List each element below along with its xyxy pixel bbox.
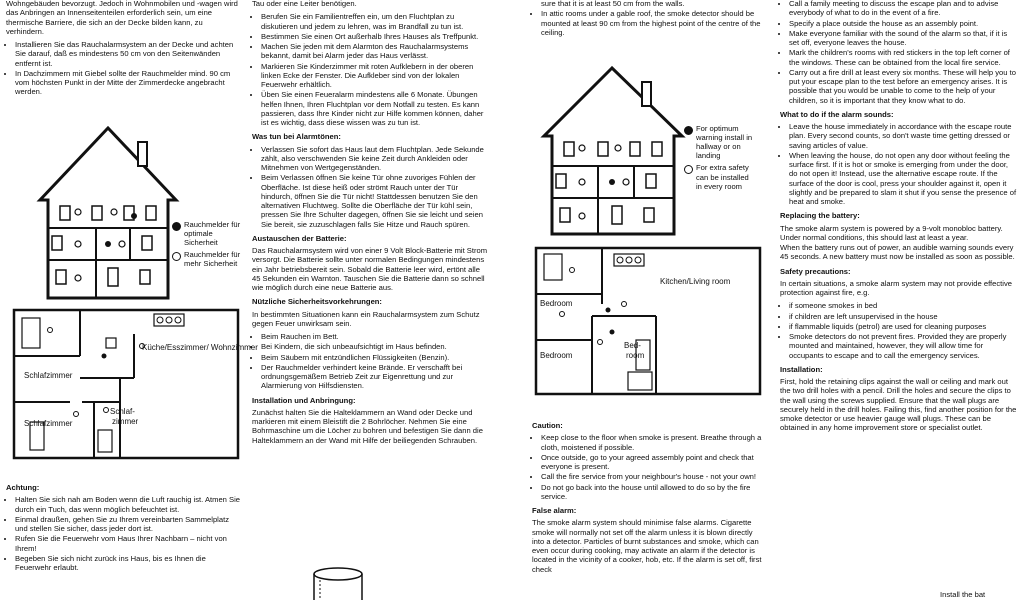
paragraph: In bestimmten Situationen kann ein Rauchalarmsystem zum Schutz gegen Feuer unwirksam sein. [252, 309, 480, 328]
legend-item-extra [172, 250, 242, 268]
open-dot-icon [172, 252, 181, 261]
bottom-note: Install the bat [940, 590, 986, 599]
house-diagram [38, 120, 178, 306]
room-label: Schlafzimmer [24, 371, 73, 380]
list-item: • Machen Sie jeden mit dem Alarmton des Rauchalarmsystems bekannt, damit bei Alarm jeder das Haus verlässt. [261, 42, 490, 61]
list-item: • In Dachzimmern mit Giebel sollte der Rauchmelder mind. 90 cm vom höchsten Punkt in der Mitte der Zimmerdecke angebracht werden. [15, 69, 242, 97]
bullet-list [532, 0, 764, 37]
paragraph: First, hold the retaining clips against the wall or ceiling and mark out the two drill holes with a pencil. Drill the holes and secure the clips to the wall using the screws supplied. Ensure that the wall plugs are securely held in the drill holes. Failing this, find another position for the smoke detector or use heavier gauge wall plugs. These can be obtained in any home improvement store or specialist outlet. [780, 377, 1017, 433]
section-heading: Was tun bei Alarmtönen: [252, 132, 341, 142]
column-english-right [780, 0, 1018, 600]
paragraph: Wohngebäuden bevorzugt. Jedoch in Wohnmobilen und -wagen wird das Anbringen an Innenseitenteilen erforderlich sein, um eine thermische Barriere, die sich an der Decke bilden kann, zu verhindern. [6, 0, 238, 36]
list-item: • Specify a place outside the house as an assembly point. [789, 19, 1018, 28]
list-item: • Call the fire service from your neighbour's house - not your own! [541, 472, 764, 481]
house-diagram [538, 62, 690, 242]
legend-item-extra [684, 163, 754, 190]
list-item: • Installieren Sie das Rauchalarmsystem an der Decke und achten Sie darauf, daß es mindestens 50 cm von den Seitenwänden entfernt ist. [15, 40, 242, 68]
bullet-list [252, 332, 490, 391]
room-label: room [626, 351, 645, 360]
bullet-list [532, 433, 764, 501]
paragraph: The smoke alarm system should minimise false alarms. Cigarette smoke will normally not set off the alarm unless it is blown directly into a detector. Particles of burnt substances and smoke, which can even occur during cooking, may activate an alarm if the detector is located in the vicinity of a cooker, hob, etc. If the alarm is set off, first check [532, 518, 762, 574]
room-label: Küche/Esszimmer/ Wohnzimmer [142, 343, 258, 352]
section-heading: Nützliche Sicherheitsvorkehrungen: [252, 297, 382, 307]
list-item: • if flammable liquids (petrol) are used for cleaning purposes [789, 322, 1018, 331]
list-item: • if someone smokes in bed [789, 301, 1018, 310]
list-item: • Call a family meeting to discuss the escape plan and to advise everybody of what to do in the event of a fire. [789, 0, 1018, 18]
list-item: • if children are left unsupervised in the house [789, 312, 1018, 321]
room-label: Bed- [624, 341, 641, 350]
room-label: Bedroom [540, 351, 573, 360]
section-heading: Installation und Anbringung: [252, 395, 356, 405]
list-item: sure that it is at least 50 cm from the walls. [541, 0, 685, 8]
bullet-list [6, 495, 242, 572]
floor-plan [10, 306, 258, 462]
list-item: • Carry out a fire drill at least every six months. These will help you to put your escape plan to the test before an emergency arises. It is possible that you would be unable to come to the help of your children, so it is important that they know what to do. [789, 68, 1018, 105]
smoke-detector-illustration [308, 566, 368, 600]
list-item: • Rufen Sie die Feuerwehr vom Haus Ihrer Nachbarn – nicht von Ihrem! [15, 534, 242, 553]
legend-label: For optimum warning install in hallway or on landing [696, 124, 753, 161]
room-label: Bedroom [540, 299, 573, 308]
list-item: • Beim Verlassen öffnen Sie keine Tür ohne zuvoriges Fühlen der Oberfläche. Ist diese heiß oder strömt Rauch unter der Tür hindurch, öffnen Sie die Tür nicht! Stattdessen benutzen Sie den alternativen Fluchtweg. Sollte die Oberfläche der Tür kühl sein, pressen Sie Ihre Schulter dagegen, öffnen Sie sie leicht und seien Sie bereit, sie zuzuschlagen falls Sie Hitze und Rauch spüren. [261, 173, 490, 229]
legend-item-optimal [684, 124, 754, 160]
paragraph: When the battery runs out of power, an audible warning sounds every 45 seconds. A new battery must now be installed as soon as possible. [780, 243, 1015, 262]
section-heading: What to do if the alarm sounds: [780, 109, 894, 119]
list-item: • Berufen Sie ein Familientreffen ein, um den Fluchtplan zu diskutieren und jedem zu lehren, was im Brandfall zu tun ist. [261, 12, 490, 31]
legend-label: Rauchmelder für mehr Sicherheit [184, 250, 241, 269]
paragraph: Tau oder eine Leiter benötigen. [252, 0, 357, 8]
list-item: • Bestimmen Sie einen Ort außerhalb Ihres Hauses als Treffpunkt. [261, 32, 490, 41]
legend [172, 220, 242, 272]
list-item: • Verlassen Sie sofort das Haus laut dem Fluchtplan. Jede Sekunde zählt, also verschwenden Sie keine Zeit durch Ankleiden oder Mitnehmen von Wertgegenständen. [261, 145, 490, 173]
section-heading: False alarm: [532, 506, 577, 515]
bullet-list [252, 145, 490, 229]
list-item: • Make everyone familiar with the sound of the alarm so that, if it is set off, everyone leaves the house. [789, 29, 1018, 48]
open-dot-icon [684, 165, 693, 174]
list-item: • Halten Sie sich nah am Boden wenn die Luft rauchig ist. Atmen Sie durch ein Tuch, das wenn möglich befeuchtet ist. [15, 495, 242, 514]
legend [684, 124, 754, 194]
list-item: • Once outside, go to your agreed assembly point and check that everyone is present. [541, 453, 764, 472]
section-heading: Safety precautions: [780, 266, 851, 276]
list-item: • Mark the children's rooms with red stickers in the top left corner of the windows. These can be obtained from the local fire service. [789, 48, 1018, 67]
list-item: • Üben Sie einen Feueralarm mindestens alle 6 Monate. Übungen helfen Ihnen, Ihren Fluchtplan vor dem Notfall zu testen. Es kann passieren, dass Ihre Kinder nicht zur Hilfe kommen können, daher ist es wichtig, dass diese wissen was zu tun ist. [261, 90, 490, 127]
column-german-left [6, 0, 258, 600]
list-item: • Leave the house immediately in accordance with the escape route plan. Every second counts, so don't waste time getting dressed or saving articles of value. [789, 122, 1018, 150]
bullet-list [780, 0, 1018, 105]
legend-label: Rauchmelder für optimale Sicherheit [184, 220, 241, 248]
bullet-list [252, 12, 490, 127]
caution-section [532, 416, 764, 578]
paragraph: Das Rauchalarmsystem wird von einer 9 Volt Block-Batterie mit Strom versorgt. Die Batterie sollte unter normalen Bedingungen mindestens ein Jahr betriebsbereit sein. Sobald die Batterie leer wird, ertönt alle 45 Sekunden ein Warnton. Tauschen Sie die Batterie dann so schnell wie möglich durch eine neue Batterie aus. [252, 246, 488, 292]
caution-section [6, 478, 242, 576]
legend-label: For extra safety can be installed in every room [696, 163, 749, 191]
floor-plan [532, 244, 764, 400]
section-heading: Replacing the battery: [780, 211, 860, 221]
bullet-list [6, 40, 242, 97]
list-item: • Bei Kindern, die sich unbeaufsichtigt im Haus befinden. [261, 342, 490, 351]
section-heading: Installation: [780, 364, 823, 374]
column-german-right [252, 0, 490, 600]
paragraph: Zunächst halten Sie die Halteklammern an Wand oder Decke und markieren mit einem Bleistift die 2 Bohrlöcher. Nehmen Sie eine Bohrmaschine um die Löcher zu bohren und befestigen Sie dann die Halteklammern an der Wand mit Hilfe der beiliegenden Schrauben. [252, 407, 483, 445]
room-label: zimmer [112, 417, 139, 426]
list-item: • When leaving the house, do not open any door without feeling the surface first. If it is hot or smoke is emerging from under the door, do not open it! Instead, use the alternative escape route. If the surface of the door is cool, press your shoulder against it, open it slightly and be prepared to slam it shut if you sense the presence of heat and smoke. [789, 151, 1018, 207]
paragraph: In certain situations, a smoke alarm system may not provide effective protection against fire, e.g. [780, 278, 1012, 297]
legend-item-optimal [172, 220, 242, 247]
list-item: • Beim Säubern mit entzündlichen Flüssigkeiten (Benzin). [261, 353, 490, 362]
bullet-list [780, 301, 1018, 360]
section-heading: Achtung: [6, 483, 40, 492]
filled-dot-icon [172, 222, 181, 231]
paragraph: The smoke alarm system is powered by a 9-volt monobloc battery. Under normal conditions, this should last at least a year. [780, 223, 1003, 242]
list-item: • Einmal draußen, gehen Sie zu Ihrem vereinbarten Sammelplatz und stellen Sie sicher, dass jeder dort ist. [15, 515, 242, 534]
room-label: Schlaf- [110, 407, 135, 416]
room-label: Kitchen/Living room [660, 277, 731, 286]
list-item: • In attic rooms under a gable roof, the smoke detector should be mounted at least 90 cm from the highest point of the centre of the ceiling. [541, 9, 764, 37]
list-item: • Begeben Sie sich nicht zurück ins Haus, bis es Ihnen die Feuerwehr erlaubt. [15, 554, 242, 573]
list-item: • Markieren Sie Kinderzimmer mit roten Aufklebern in der oberen linken Ecke der Fenster. Die Aufkleber sind von der lokalen Feuerwehr erhältlich. [261, 62, 490, 90]
list-item: • Beim Rauchen im Bett. [261, 332, 490, 341]
list-item: • Do not go back into the house until allowed to do so by the fire service. [541, 483, 764, 502]
room-label: Schlafzimmer [24, 419, 73, 428]
column-english-left [532, 0, 764, 600]
bullet-list [780, 122, 1018, 206]
list-item: • Smoke detectors do not prevent fires. Provided they are properly mounted and maintained, however, they will allow time for occupants to escape and to call the emergency services. [789, 332, 1018, 360]
list-item: • Der Rauchmelder verhindert keine Brände. Er verschafft bei ordnungsgemäßem Betrieb Zeit zur Eigenrettung und zur Alarmierung von Hilfsdiensten. [261, 363, 490, 391]
section-heading: Caution: [532, 421, 563, 430]
list-item: • Keep close to the floor when smoke is present. Breathe through a cloth, moistened if possible. [541, 433, 764, 452]
section-heading: Austauschen der Batterie: [252, 233, 347, 243]
filled-dot-icon [684, 126, 693, 135]
